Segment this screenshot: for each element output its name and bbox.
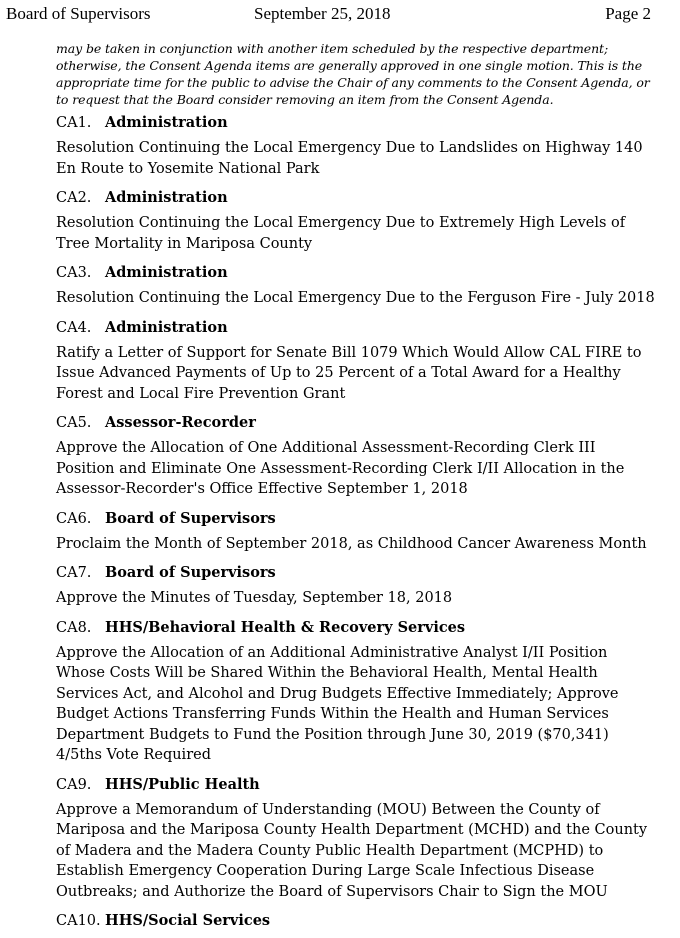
item-code: CA3.: [56, 265, 92, 281]
item-description: Approve the Allocation of an Additional Administrative Analyst I/II Position Whose Costs Will be Shared Within the Behavioral Health, Mental Health Services Act, and Alcohol and Drug Budgets Effective Immediately; Approve Budget Actions Transferring Funds Within the Health and Human Services Department Budgets to Fund the Position through June 30, 2019 ($70,341) 4/5ths Vote Required: [56, 644, 619, 763]
item-description: Resolution Continuing the Local Emergency Due to the Ferguson Fire - July 2018: [56, 290, 655, 306]
item-department: Administration: [105, 114, 228, 131]
agenda-item-ca5: [56, 412, 656, 500]
header-date: September 25, 2018: [254, 4, 391, 23]
item-description: Resolution Continuing the Local Emergency Due to Extremely High Levels of Tree Mortality in Mariposa County: [56, 215, 626, 252]
item-code: CA7.: [56, 565, 92, 581]
item-department: Assessor-Recorder: [105, 414, 256, 431]
item-description: Resolution Continuing the Local Emergency Due to Landslides on Highway 140 En Route to Yosemite National Park: [56, 140, 643, 177]
item-description: Ratify a Letter of Support for Senate Bill 1079 Which Would Allow CAL FIRE to Issue Advanced Payments of Up to 25 Percent of a Total Award for a Healthy Forest and Local Fire Prevention Grant: [56, 344, 642, 402]
item-description: Approve the Minutes of Tuesday, September 18, 2018: [56, 590, 453, 606]
agenda-item-ca1: [56, 112, 656, 179]
item-code: CA2.: [56, 190, 92, 206]
item-department: Administration: [105, 264, 228, 281]
item-code: CA6.: [56, 510, 92, 527]
agenda-item-ca7: [56, 562, 656, 609]
agenda-item-ca4: [56, 317, 656, 405]
item-department: Administration: [105, 189, 228, 206]
consent-agenda-intro: may be taken in conjunction with another item scheduled by the respective department; otherwise, the Consent Agenda items are generally approved in one single motion. This is the appropriate time for the public to advise the Chair of any comments to the Consent Agenda, or to request that the Board consider removing an item from the Consent Agenda.: [56, 41, 650, 107]
item-department: Administration: [105, 318, 228, 336]
item-code: CA1.: [56, 115, 92, 131]
item-department: HHS/Social Services: [105, 912, 271, 929]
consent-agenda: [56, 40, 656, 936]
header-board-name: Board of Supervisors: [6, 4, 151, 23]
page-header: [0, 0, 680, 30]
item-department: Board of Supervisors: [105, 509, 276, 527]
agenda-item-ca9: [56, 774, 656, 903]
item-code: CA10.: [56, 913, 101, 929]
item-department: HHS/Behavioral Health & Recovery Services: [105, 618, 466, 636]
item-code: CA5.: [56, 415, 92, 431]
item-department: HHS/Public Health: [105, 775, 260, 793]
agenda-item-ca10: [56, 910, 656, 934]
item-description: Approve a Memorandum of Understanding (MOU) Between the County of Mariposa and the Mariposa County Health Department (MCHD) and the County of Madera and the Madera County Public Health Department (MCPHD) to Establish Emergency Cooperation During Large Scale Infectious Disease Outbreaks; and Authorize the Board of Supervisors Chair to Sign the MOU: [56, 801, 648, 900]
agenda-item-ca6: [56, 508, 656, 555]
header-page-number: Page 2: [605, 4, 651, 23]
agenda-item-ca8: [56, 617, 656, 766]
item-code: CA4.: [56, 319, 92, 336]
item-code: CA9.: [56, 776, 92, 793]
agenda-item-ca3: [56, 262, 656, 309]
item-code: CA8.: [56, 619, 92, 636]
item-department: Board of Supervisors: [105, 564, 276, 581]
item-description: Approve the Allocation of One Additional Assessment-Recording Clerk III Position and Eliminate One Assessment-Recording Clerk I/II Allocation in the Assessor-Recorder's Office Effective September 1, 2018: [56, 440, 625, 497]
item-description: Proclaim the Month of September 2018, as Childhood Cancer Awareness Month: [56, 535, 647, 552]
agenda-item-ca2: [56, 187, 656, 254]
